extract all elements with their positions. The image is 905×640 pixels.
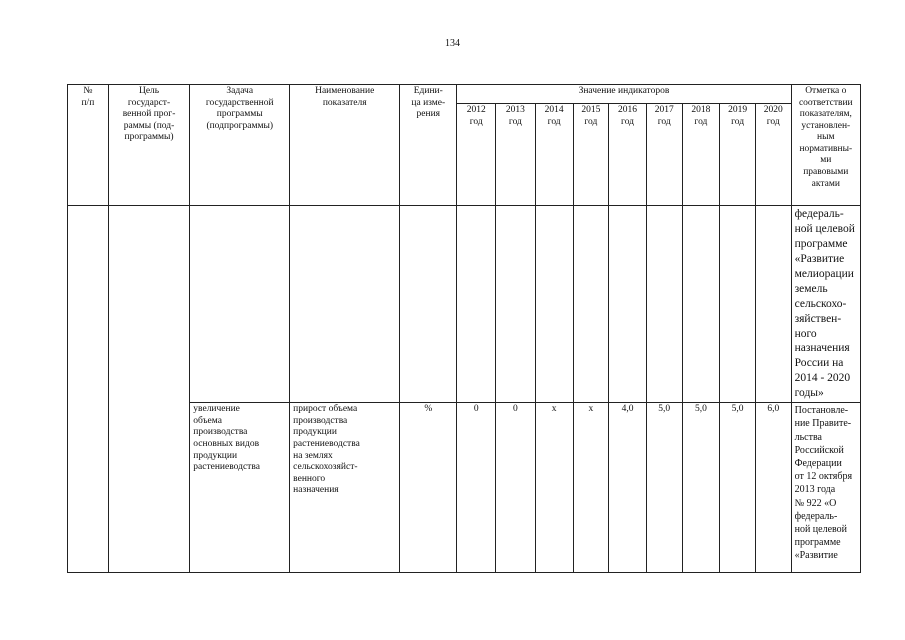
value-cell <box>720 206 756 403</box>
year-2013: 2013 год <box>496 104 536 206</box>
year-2017: 2017 год <box>646 104 682 206</box>
year-2014: 2014 год <box>535 104 573 206</box>
unit-cell: % <box>400 403 457 573</box>
value-cell: х <box>573 403 609 573</box>
value-cell: 5,0 <box>720 403 756 573</box>
col-header-indicator: Наименование показателя <box>290 85 400 206</box>
value-cell: 6,0 <box>755 403 791 573</box>
value-cell <box>609 206 647 403</box>
note-cell: Постановле- ние Правите- льства Российской Федерации от 12 октября 2013 года № 922 «О федераль- ной целевой программе «Развитие <box>791 403 860 573</box>
year-2019: 2019 год <box>720 104 756 206</box>
col-header-note: Отметка о соответствии показателям, установлен- ным нормативны- ми правовыми актами <box>791 85 860 206</box>
goal-cell <box>108 206 190 573</box>
col-header-unit: Едини- ца изме- рения <box>400 85 457 206</box>
year-2015: 2015 год <box>573 104 609 206</box>
col-header-values: Значение индикаторов <box>457 85 791 104</box>
indicators-table <box>67 84 861 573</box>
value-cell: 5,0 <box>646 403 682 573</box>
year-2012: 2012 год <box>457 104 496 206</box>
indicator-cell: прирост объема производства продукции растениеводства на землях сельскохозяйст- венного назначения <box>290 403 400 573</box>
value-cell: 4,0 <box>609 403 647 573</box>
value-cell: 0 <box>457 403 496 573</box>
note-cell: федераль- ной целевой программе «Развитие мелиорации земель сельскохо- зяйствен- ного назначения России на 2014 - 2020 годы» <box>791 206 860 403</box>
page-number: 134 <box>445 38 460 49</box>
col-header-task: Задача государственной программы (подпрограммы) <box>190 85 290 206</box>
unit-cell <box>400 206 457 403</box>
year-2020: 2020 год <box>755 104 791 206</box>
table-row <box>68 206 861 403</box>
task-cell <box>190 206 290 403</box>
value-cell: 5,0 <box>682 403 720 573</box>
value-cell: 0 <box>496 403 536 573</box>
value-cell <box>573 206 609 403</box>
value-cell <box>535 206 573 403</box>
indicator-cell <box>290 206 400 403</box>
value-cell <box>496 206 536 403</box>
year-2018: 2018 год <box>682 104 720 206</box>
value-cell <box>755 206 791 403</box>
value-cell <box>682 206 720 403</box>
task-cell: увеличение объема производства основных видов продукции растениеводства <box>190 403 290 573</box>
value-cell <box>457 206 496 403</box>
col-header-goal: Цель государст- венной прог- раммы (под- программы) <box>108 85 190 206</box>
year-2016: 2016 год <box>609 104 647 206</box>
header-row <box>68 85 861 104</box>
row-number-cell <box>68 206 109 573</box>
value-cell <box>646 206 682 403</box>
col-header-number: № п/п <box>68 85 109 206</box>
value-cell: х <box>535 403 573 573</box>
